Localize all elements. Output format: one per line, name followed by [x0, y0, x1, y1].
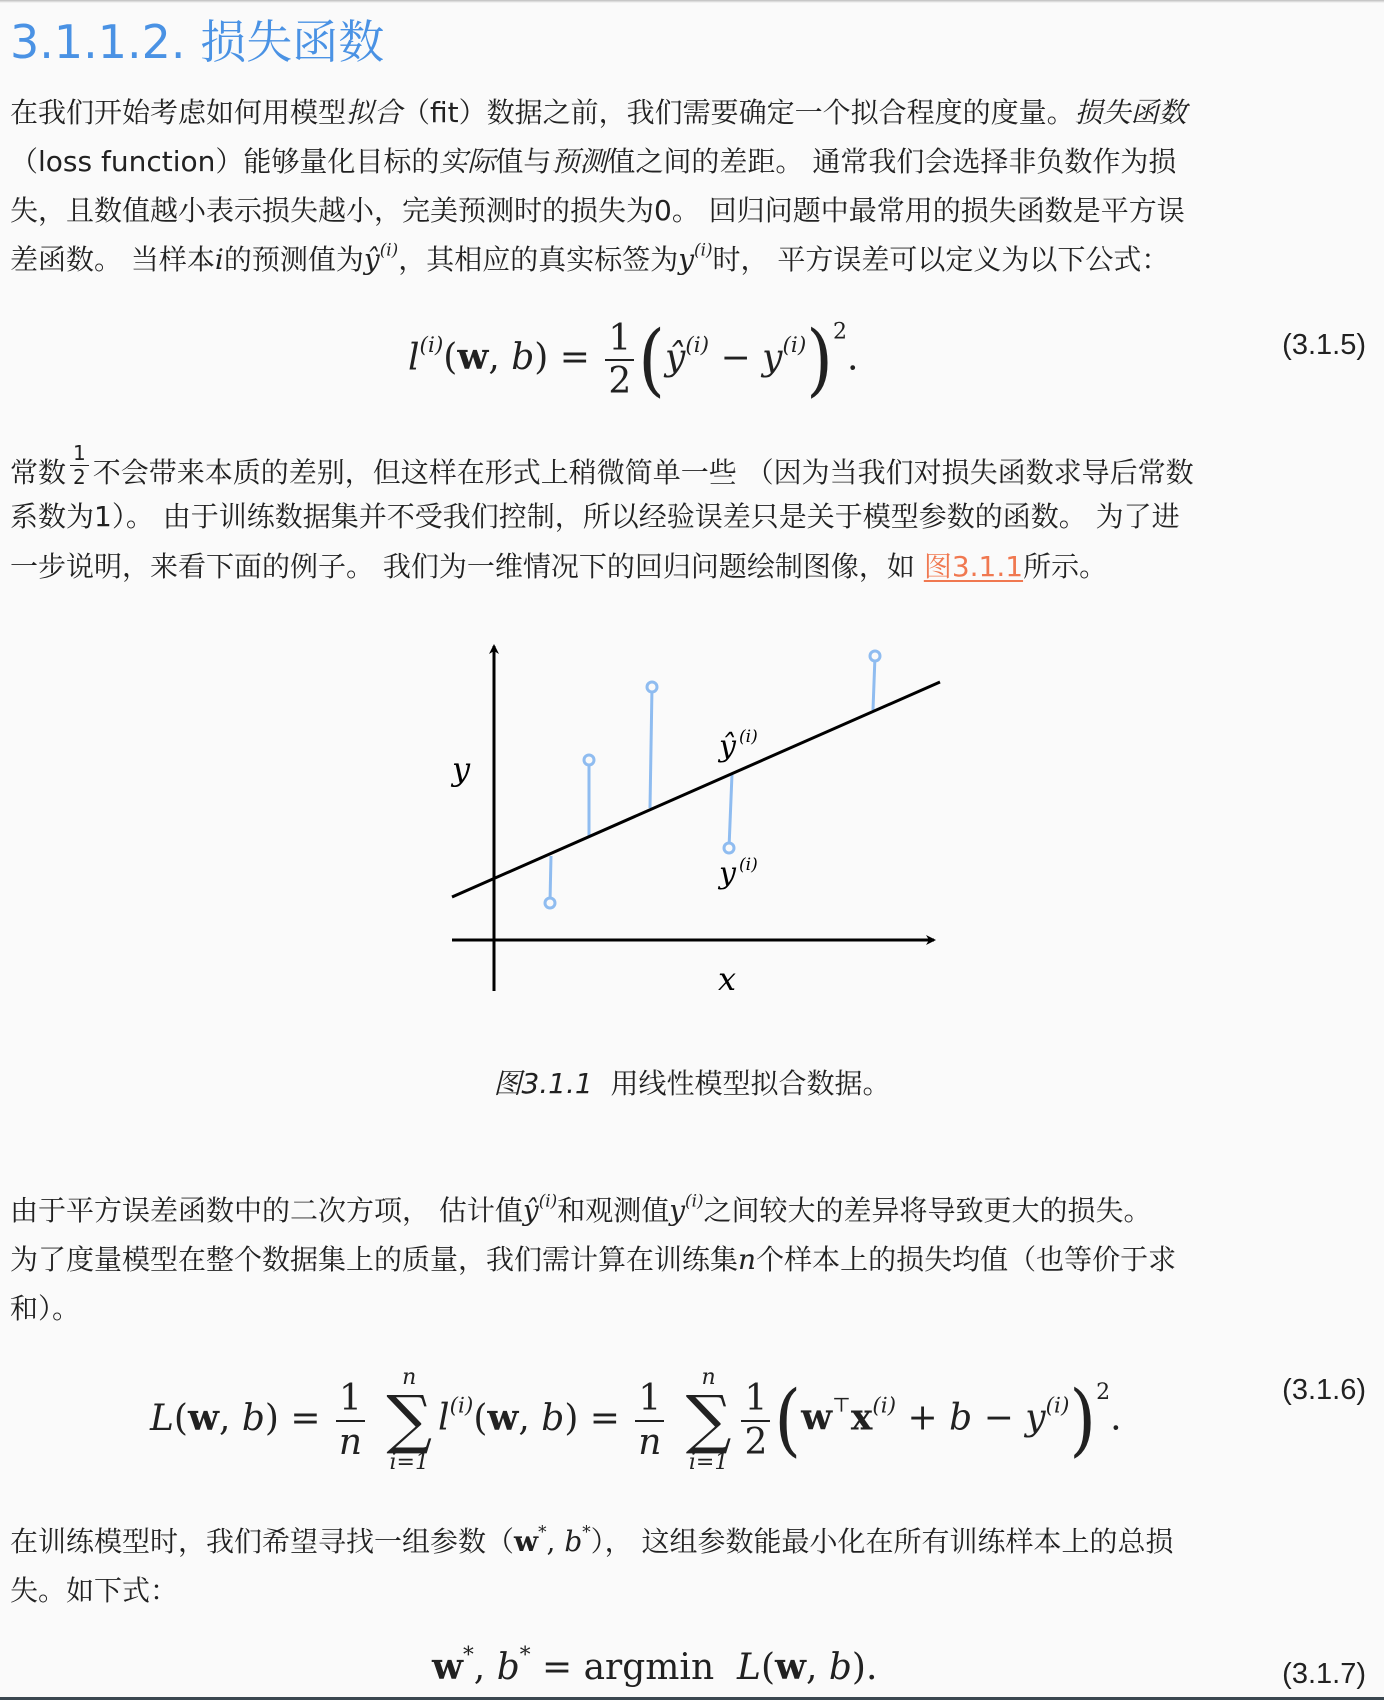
math-y: y — [678, 243, 695, 276]
section-heading — [10, 6, 384, 72]
section-number: 3.1.1.2. — [10, 15, 186, 69]
plus-b-minus: + b − — [896, 1397, 1026, 1439]
sigma-icon: ∑ — [386, 1383, 433, 1458]
math-yhat: ŷ — [363, 243, 380, 276]
text: 和观测值 — [557, 1194, 670, 1227]
para2-line2: 系数为1）。 由于训练数据集并不受我们控制，所以经验误差只是关于模型参数的函数。 为了进 — [10, 500, 1180, 533]
x-axis-label: x — [718, 960, 737, 998]
math-w: w — [514, 1525, 539, 1558]
para2-line1 — [10, 442, 1194, 497]
equation-number-3-1-7: (3.1.7) — [1282, 1658, 1366, 1690]
para3-line1 — [10, 1186, 1152, 1235]
math-sup: (i) — [379, 239, 399, 260]
text: ，其相应的真实标签为 — [398, 243, 679, 276]
yhat-label: ŷ — [719, 729, 736, 764]
math-sup: (i) — [538, 1190, 558, 1211]
math-b: b — [496, 1647, 520, 1688]
summation — [386, 1366, 432, 1475]
power: 2 — [1096, 1379, 1111, 1405]
text: 在训练模型时，我们希望寻找一组参数（ — [10, 1525, 515, 1558]
minus: − — [709, 337, 763, 379]
regression-line — [452, 682, 940, 897]
math-y: y — [762, 337, 783, 379]
equation-3-1-6 — [150, 1366, 1122, 1475]
star: * — [519, 1642, 531, 1668]
caption-number: 图3.1.1 — [493, 1067, 593, 1100]
para1-line1 — [10, 88, 1187, 137]
summation — [686, 1366, 732, 1475]
sum-upper: n — [701, 1365, 716, 1390]
numerator: 1 — [635, 1378, 664, 1421]
y-i-sup: (i) — [739, 855, 758, 875]
denominator: 2 — [608, 361, 632, 403]
math-sup: (i) — [694, 239, 713, 260]
math-yhat: ŷ — [522, 1194, 539, 1227]
math-b: b — [564, 1525, 583, 1558]
math-args: (w, b) = — [473, 1396, 620, 1439]
equation-number-3-1-5: (3.1.5) — [1282, 329, 1366, 361]
sum-lower: i=1 — [389, 1449, 429, 1475]
period: . — [846, 337, 859, 379]
left-paren: ( — [774, 1375, 802, 1467]
yhat-sup: (i) — [739, 727, 758, 747]
para1-line2 — [10, 137, 1176, 186]
math-w: w — [801, 1396, 833, 1439]
para4-line2: 失。如下式： — [10, 1574, 179, 1607]
equation-3-1-5 — [408, 314, 859, 406]
para4-line1 — [10, 1517, 1174, 1566]
math-l: l — [408, 337, 420, 379]
para2-line3 — [10, 542, 1107, 591]
math-i: i — [214, 243, 224, 276]
power: 2 — [832, 319, 847, 345]
math-sup: (i) — [419, 333, 444, 359]
fraction-1-over-n — [635, 1378, 664, 1463]
denominator: n — [638, 1421, 662, 1463]
equation-number-3-1-6: (3.1.6) — [1282, 1374, 1366, 1406]
text: 常数 — [10, 456, 67, 489]
text: 不会带来本质的差别，但这样在形式上稍微简单一些 （因为当我们对损失函数求导后常数 — [92, 456, 1194, 489]
left-paren: ( — [638, 314, 665, 406]
numerator: 1 — [336, 1378, 365, 1421]
emphasis-loss-function: 损失函数 — [1074, 96, 1187, 129]
text: （fit）数据之前，我们需要确定一个拟合程度的度量。 — [402, 96, 1075, 129]
denominator: n — [338, 1421, 363, 1463]
right-paren: ) — [806, 314, 833, 406]
math-n: n — [738, 1243, 757, 1276]
text: 时， 平方误差可以定义为以下公式： — [712, 243, 1170, 276]
math-w: w — [432, 1646, 463, 1688]
text: 由于平方误差函数中的二次方项， 估计值 — [10, 1194, 523, 1227]
numerator: 1 — [70, 442, 89, 466]
text: 为了度量模型在整个数据集上的质量，我们需计算在训练集 — [10, 1243, 739, 1276]
fraction-half-inline — [70, 442, 89, 489]
para3-line3: 和）。 — [10, 1292, 81, 1325]
sigma-icon: ∑ — [685, 1383, 732, 1458]
caption-text: 用线性模型拟合数据。 — [610, 1067, 891, 1100]
text: 在我们开始考虑如何用模型 — [10, 96, 347, 129]
residual-lines — [545, 651, 880, 908]
math-sup: (i) — [872, 1393, 897, 1419]
linear-regression-figure — [430, 620, 950, 1020]
math-args: (w, b) = — [443, 336, 590, 379]
equation-3-1-7: w*, b* = argmin L(w, b). — [432, 1642, 878, 1688]
math-sup: (i) — [685, 1190, 704, 1211]
fraction-half — [741, 1378, 770, 1463]
figure-link-3-1-1[interactable]: 图3.1.1 — [923, 550, 1024, 583]
text: 一步说明，来看下面的例子。 我们为一维情况下的回归问题绘制图像，如 — [10, 550, 924, 583]
text: 值与 — [495, 145, 552, 178]
text: （loss function）能够量化目标的 — [10, 145, 440, 178]
denominator: 2 — [744, 1421, 768, 1463]
period: . — [1110, 1397, 1122, 1439]
y-axis-label: y — [452, 750, 471, 788]
text: 之间较大的差异将导致更大的损失。 — [703, 1194, 1152, 1227]
para1-line3: 失，且数值越小表示损失越小，完美预测时的损失为0。 回归问题中最常用的损失函数是平方误 — [10, 194, 1185, 227]
section-title: 损失函数 — [200, 15, 385, 69]
text: 差函数。 当样本 — [10, 243, 215, 276]
math-sup: (i) — [1045, 1393, 1070, 1419]
math-L-args: L(w, b) = — [150, 1396, 321, 1439]
para1-line4 — [10, 235, 1169, 284]
math-L-args: L(w, b). — [737, 1646, 878, 1688]
numerator: 1 — [605, 318, 634, 361]
emphasis-predicted: 预测 — [551, 145, 608, 178]
emphasis-actual: 实际 — [439, 145, 496, 178]
math-x: x — [850, 1396, 873, 1439]
numerator: 1 — [741, 1378, 770, 1421]
comma: , — [546, 1525, 565, 1558]
math-sup: (i) — [449, 1393, 474, 1419]
y-i-label: y — [719, 856, 736, 891]
text: ）， 这组参数能最小化在所有训练样本上的总损 — [590, 1525, 1174, 1558]
text: 值之间的差距。 通常我们会选择非负数作为损 — [607, 145, 1177, 178]
fraction-half — [605, 318, 634, 403]
argmin: = argmin — [530, 1647, 738, 1688]
math-sup: (i) — [685, 333, 710, 359]
fraction-1-over-n — [336, 1378, 365, 1463]
para3-line2 — [10, 1235, 1176, 1284]
text: 所示。 — [1023, 550, 1108, 583]
top-shadow — [0, 0, 1384, 3]
sum-upper: n — [402, 1365, 417, 1390]
right-paren: ) — [1069, 1375, 1097, 1467]
star: * — [582, 1521, 591, 1542]
text: 个样本上的损失均值（也等价于求 — [756, 1243, 1177, 1276]
star: * — [463, 1642, 474, 1668]
denominator: 2 — [73, 465, 86, 489]
math-y: y — [669, 1194, 686, 1227]
sum-lower: i=1 — [688, 1449, 729, 1475]
transpose-symbol: ⊤ — [832, 1392, 851, 1417]
text: 的预测值为 — [223, 243, 364, 276]
math-yhat: ŷ — [664, 337, 686, 379]
star: * — [538, 1521, 547, 1542]
math-y: y — [1025, 1397, 1046, 1439]
math-sup: (i) — [782, 333, 807, 359]
math-l: l — [438, 1397, 450, 1439]
emphasis-fit: 拟合 — [346, 96, 403, 129]
figure-caption — [0, 1062, 1384, 1102]
